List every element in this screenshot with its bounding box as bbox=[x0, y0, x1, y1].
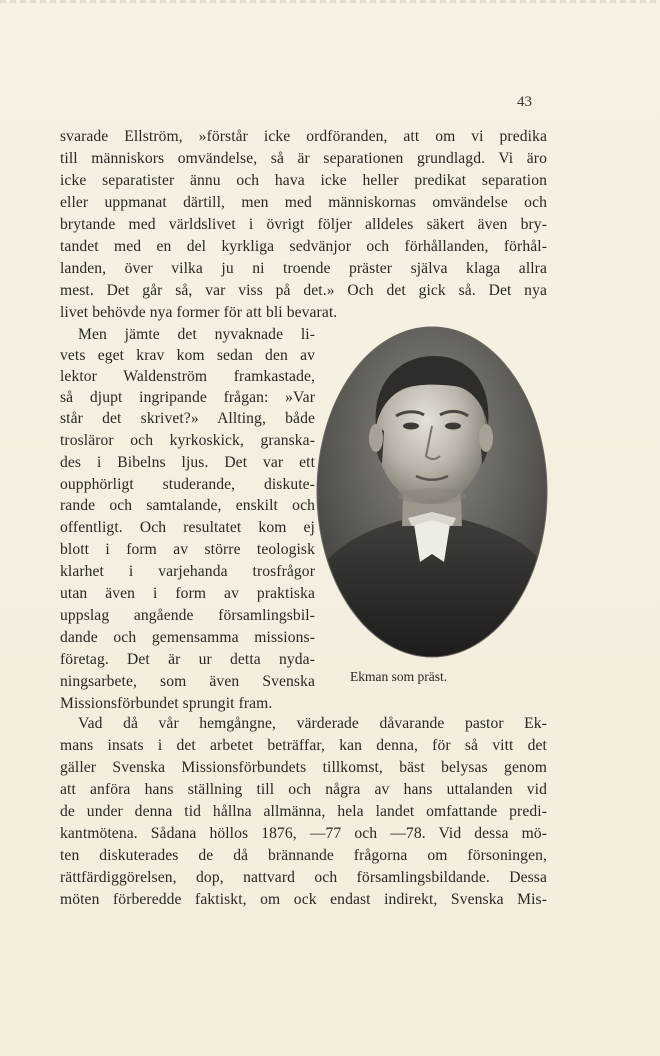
text-line: landen, över vilka ju ni troende präster själva klaga allra bbox=[60, 260, 547, 277]
text-line: ten diskuterades de då brännande frågorna om försoningen, bbox=[60, 847, 547, 864]
text-line: lektor Waldenström framkastade, bbox=[60, 368, 315, 385]
text-line: mans insats i det arbetet beträffar, kan denna, för så vitt det bbox=[60, 737, 547, 754]
text-line: des i Bibelns ljus. Det var ett bbox=[60, 454, 315, 471]
figure-caption: Ekman som präst. bbox=[350, 669, 448, 684]
text-line: icke separatister ännu och hava icke heller predikat separation bbox=[60, 172, 547, 189]
text-line: till människors omvändelse, så är separationen grundlagd. Vi äro bbox=[60, 150, 547, 167]
text-line: blott i form av större teologisk bbox=[60, 541, 315, 558]
page-top-edge bbox=[0, 0, 660, 3]
text-line: tandet med en del kyrkliga sedvänjor och förhållanden, förhål- bbox=[60, 238, 547, 255]
text-line: trosläror och kyrkoskick, granska- bbox=[60, 432, 315, 449]
text-line: att anföra hans ställning till och några av hans uttalanden vid bbox=[60, 781, 547, 798]
portrait-photo bbox=[316, 326, 548, 658]
text-line: ningsarbete, som även Svenska bbox=[60, 673, 315, 690]
text-line: gäller Svenska Missionsförbundets tillkomst, bäst belysas genom bbox=[60, 759, 547, 776]
text-line: offentligt. Och resultatet kom ej bbox=[60, 519, 315, 536]
text-line: brytande med världslivet i övrigt följer alldeles säkert även bry- bbox=[60, 216, 547, 233]
text-line: så djupt ingripande frågan: »Var bbox=[60, 389, 315, 406]
text-line: Men jämte det nyvaknade li- bbox=[78, 326, 315, 343]
text-line: eller uppmanat därtill, men med människornas omvändelse och bbox=[60, 194, 547, 211]
text-line: uppslag angående församlingsbil- bbox=[60, 607, 315, 624]
text-line: vets eget krav kom sedan den av bbox=[60, 347, 315, 364]
text-line: kantmötena. Sådana höllos 1876, —77 och —78. Vid dessa mö- bbox=[60, 825, 547, 842]
text-line: Vad då vår hemgångne, värderade dåvarande pastor Ek- bbox=[78, 715, 547, 732]
text-line: de under denna tid hållna allmänna, hela landet omfattande predi- bbox=[60, 803, 547, 820]
text-line: Missionsförbundet sprungit fram. bbox=[60, 695, 273, 712]
text-line: mest. Det går så, var viss på det.» Och det gick så. Det nya bbox=[60, 282, 547, 299]
text-line: dande och gemensamma missions- bbox=[60, 629, 315, 646]
text-line: möten förberedde faktiskt, om ock endast indirekt, Svenska Mis- bbox=[60, 891, 547, 908]
portrait-figure bbox=[316, 326, 548, 658]
text-line: står det skrivet?» Allting, både bbox=[60, 410, 315, 427]
text-line: svarade Ellström, »förstår icke ordföranden, att om vi predika bbox=[60, 128, 547, 145]
page-number: 43 bbox=[517, 94, 532, 110]
text-line: rande och samtalande, enskilt och bbox=[60, 497, 315, 514]
text-line: livet behövde nya former för att bli bevarat. bbox=[60, 304, 338, 321]
text-line: klarhet i varjehanda trosfrågor bbox=[60, 563, 315, 580]
text-line: oupphörligt studerande, diskute- bbox=[60, 476, 315, 493]
text-line: utan även i form av praktiska bbox=[60, 585, 315, 602]
text-line: rättfärdiggörelsen, dop, nattvard och församlingsbildande. Dessa bbox=[60, 869, 547, 886]
text-line: företag. Det är ur detta nyda- bbox=[60, 651, 315, 668]
